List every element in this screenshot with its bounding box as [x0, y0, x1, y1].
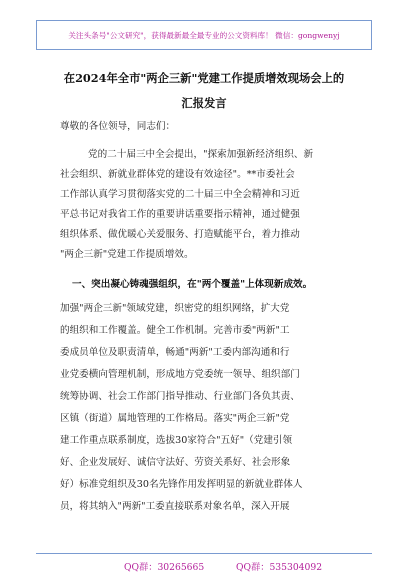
document-title-line-2: 汇报发言 [181, 96, 227, 110]
section-line: 好）标准党组织及30名先锋作用发挥明显的新就业群体人 [60, 479, 303, 490]
salutation: 尊敬的各位领导，同志们： [60, 121, 176, 132]
paragraph-line: 工作部认真学习贯彻落实党的二十届三中全会精神和习近 [60, 189, 300, 200]
footer-divider [36, 553, 372, 554]
section-line: 好、企业发展好、诚信守法好、劳资关系好、社会形象 [60, 457, 291, 468]
paragraph-line: 组织体系、做优暖心关爱服务、打造赋能平台，着力推动 [60, 229, 300, 240]
document-title-line-1: 在2024年全市"两企三新"党建工作提质增效现场会上的 [63, 71, 345, 85]
paragraph-line: 党的二十届三中全会提出，"探索加强新经济组织、新 [88, 149, 314, 160]
footer-qq-group-1: QQ群：30265665 [124, 562, 205, 573]
section-line: 业党委横向管理机制，形成地方党委统一领导、组织部门 [60, 369, 300, 380]
paragraph-line: "两企三新"党建工作提质增效。 [60, 249, 194, 260]
section-line: 区镇（街道）属地管理的工作格局。落实"两企三新"党 [60, 413, 290, 424]
header-banner [36, 20, 372, 50]
section-line: 建工作重点联系制度，选拔30家符合"五好"（党建引领 [60, 435, 293, 446]
section-line: 统筹协调、社会工作部门指导推动、行业部门各负其责、 [60, 391, 300, 402]
section-heading: 一、突出凝心铸魂强组织，在"两个覆盖"上体现新成效。 [72, 279, 313, 290]
paragraph-line: 社会组织、新就业群体党的建设有效途径"。**市委社会 [60, 169, 295, 180]
section-line: 的组织和工作覆盖。健全工作机制。完善市委"两新"工 [60, 325, 290, 336]
section-line: 委成员单位及职责清单，畅通"两新"工委内部沟通和行 [60, 347, 290, 358]
header-banner-text: 关注头条号"公文研究"，获得最新最全最专业的公文资料库！ 微信：gongwenyj [68, 30, 340, 40]
section-line: 员，将其纳入"两新"工委直接联系对象名单，深入开展 [60, 501, 290, 512]
paragraph-line: 平总书记对我省工作的重要讲话重要指示精神，通过健强 [60, 209, 300, 220]
section-line: 加强"两企三新"领域党建，织密党的组织网络，扩大党 [60, 303, 290, 314]
footer-qq-group-2: QQ群：535304092 [236, 562, 323, 573]
